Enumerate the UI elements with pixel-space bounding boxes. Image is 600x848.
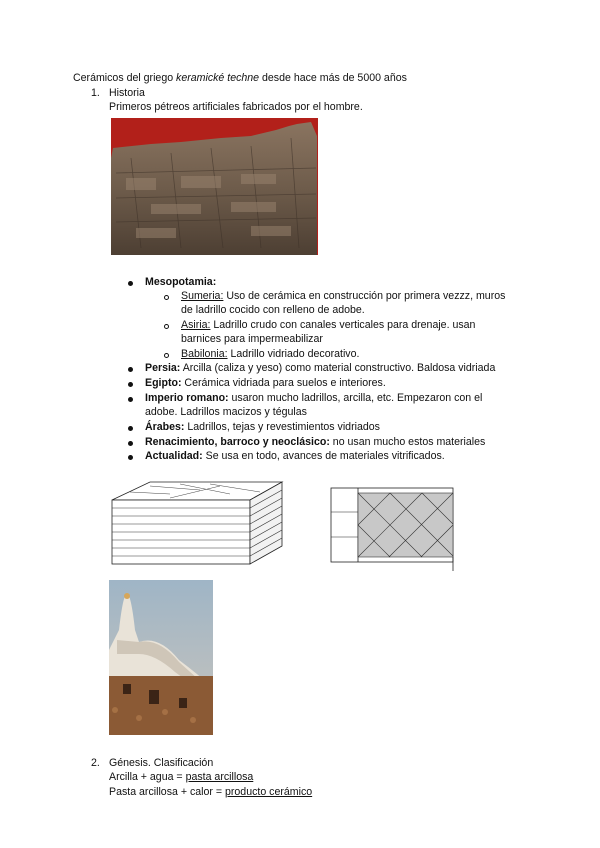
mosaic-wall-drawing <box>330 487 456 571</box>
brick-wall-drawing <box>110 480 285 566</box>
item-actualidad: Actualidad: Se usa en todo, avances de materiales vitrificados. <box>145 450 445 462</box>
item-renacimiento: Renacimiento, barroco y neoclásico: no usan mucho estos materiales <box>145 436 486 448</box>
section2-number: 2. <box>91 757 100 769</box>
bullet-asiria <box>164 324 169 329</box>
intro-suffix: desde hace más de 5000 años <box>259 72 407 84</box>
section2-title: Génesis. Clasificación <box>109 757 214 769</box>
section1-subtitle: Primeros pétreos artificiales fabricados por el hombre. <box>109 101 363 113</box>
item-romano-cont: adobe. Ladrillos macizos y tégulas <box>145 406 307 418</box>
intro-line <box>73 71 407 85</box>
item-asiria-cont: barnices para impermeabilizar <box>181 333 323 345</box>
section1-title: Historia <box>109 87 145 99</box>
section2-line2: Pasta arcillosa + calor = producto cerámico <box>109 786 313 798</box>
pasta-arcillosa-term: pasta arcillosa <box>185 771 254 783</box>
item-asiria: Asiria: Ladrillo crudo con canales verticales para drenaje. usan <box>181 319 476 331</box>
bullet-arabes <box>128 426 133 431</box>
guell-photo <box>109 580 213 735</box>
bullet-sumeria <box>164 295 169 300</box>
intro-italic: keramické techne <box>176 72 260 84</box>
bullet-romano <box>128 397 133 402</box>
producto-ceramico-term: producto cerámico <box>225 786 313 798</box>
bullet-babilonia <box>164 353 169 358</box>
item-sumeria-cont: de ladrillo cocido con relleno de adobe. <box>181 304 365 316</box>
intro-prefix: Cerámicos del griego <box>73 72 177 84</box>
bullet-persia <box>128 367 133 372</box>
item-babilonia: Babilonia: Ladrillo vidriado decorativo. <box>181 348 360 360</box>
item-sumeria: Sumeria: Uso de cerámica en construcción por primera vezzz, muros <box>181 290 506 302</box>
item-egipto: Egipto: Cerámica vidriada para suelos e interiores. <box>145 377 386 389</box>
bullet-renacimiento <box>128 441 133 446</box>
relief-photo <box>111 118 318 255</box>
item-arabes: Árabes: Ladrillos, tejas y revestimientos vidriados <box>145 421 380 433</box>
section2-line1: Arcilla + agua = pasta arcillosa <box>109 771 254 783</box>
item-romano: Imperio romano: usaron mucho ladrillos, arcilla, etc. Empezaron con el <box>145 392 483 404</box>
item-mesopotamia: Mesopotamia: <box>145 276 217 288</box>
item-persia: Persia: Arcilla (caliza y yeso) como material constructivo. Baldosa vidriada <box>145 362 496 374</box>
bullet-actualidad <box>128 455 133 460</box>
bullet-mesopotamia <box>128 281 133 286</box>
section1-number: 1. <box>91 87 100 99</box>
bullet-egipto <box>128 382 133 387</box>
